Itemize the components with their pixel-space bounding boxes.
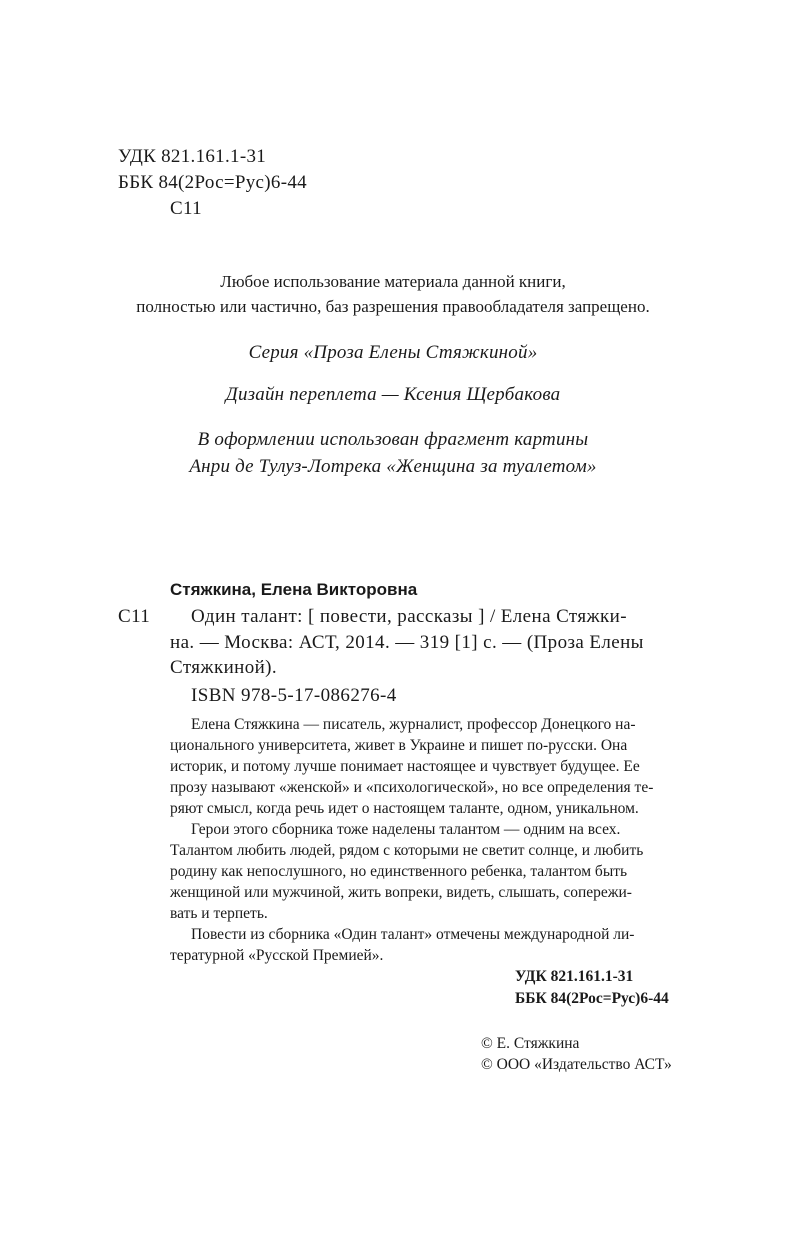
catalog-title-line-2: на. — Москва: АСТ, 2014. — 319 [1] с. — (Проза Елены xyxy=(170,632,644,653)
annotation-line: Герои этого сборника тоже наделены талантом — одним на всех. xyxy=(191,821,621,838)
annotation-line: родину как непослушного, но единственного ребенка, талантом быть xyxy=(170,863,628,880)
author-sign: С11 xyxy=(170,198,202,219)
catalog-author-heading: Стяжкина, Елена Викторовна xyxy=(170,580,418,599)
bbk-code: ББК 84(2Рос=Рус)6-44 xyxy=(118,172,307,193)
catalog-sign: С11 xyxy=(118,606,151,627)
notice-line-2: полностью или частично, баз разрешения правообладателя запрещено. xyxy=(136,297,650,316)
annotation-line: ряют смысл, когда речь идет о настоящем таланте, одном, уникальном. xyxy=(170,800,639,817)
illustration-line-2: Анри де Тулуз-Лотрека «Женщина за туалетом» xyxy=(189,456,597,477)
footer-udk-code: УДК 821.161.1-31 xyxy=(515,968,634,985)
annotation-line: женщиной или мужчиной, жить вопреки, видеть, слышать, сопережи- xyxy=(170,884,632,901)
annotation-line: ционального университета, живет в Украине и пишет по-русски. Она xyxy=(170,737,628,754)
footer-bbk-code: ББК 84(2Рос=Рус)6-44 xyxy=(515,990,669,1007)
copyright-author: © Е. Стяжкина xyxy=(481,1035,580,1052)
series-line: Серия «Проза Елены Стяжкиной» xyxy=(248,342,538,363)
catalog-title-line-1: Один талант: [ повести, рассказы ] / Елена Стяжки- xyxy=(191,606,627,627)
cover-design-line: Дизайн переплета — Ксения Щербакова xyxy=(225,384,561,405)
catalog-isbn: ISBN 978-5-17-086276-4 xyxy=(191,685,397,706)
annotation-line: вать и терпеть. xyxy=(170,905,268,922)
notice-line-1: Любое использование материала данной книги, xyxy=(220,272,566,291)
annotation-line: историк, и потому лучше понимает настоящее и чувствует будущее. Ее xyxy=(170,758,640,775)
annotation-line: тературной «Русской Премией». xyxy=(170,947,384,964)
illustration-line-1: В оформлении использован фрагмент картины xyxy=(197,429,589,450)
annotation-line: Повести из сборника «Один талант» отмечены международной ли- xyxy=(191,926,635,943)
catalog-title-line-3: Стяжкиной). xyxy=(170,657,278,678)
annotation-line: прозу называют «женской» и «психологической», но все определения те- xyxy=(170,779,654,796)
annotation-line: Талантом любить людей, рядом с которыми не светит солнце, и любить xyxy=(170,842,644,859)
copyright-publisher: © ООО «Издательство АСТ» xyxy=(481,1056,672,1073)
udk-code: УДК 821.161.1-31 xyxy=(118,146,267,167)
annotation-line: Елена Стяжкина — писатель, журналист, профессор Донецкого на- xyxy=(191,716,636,733)
